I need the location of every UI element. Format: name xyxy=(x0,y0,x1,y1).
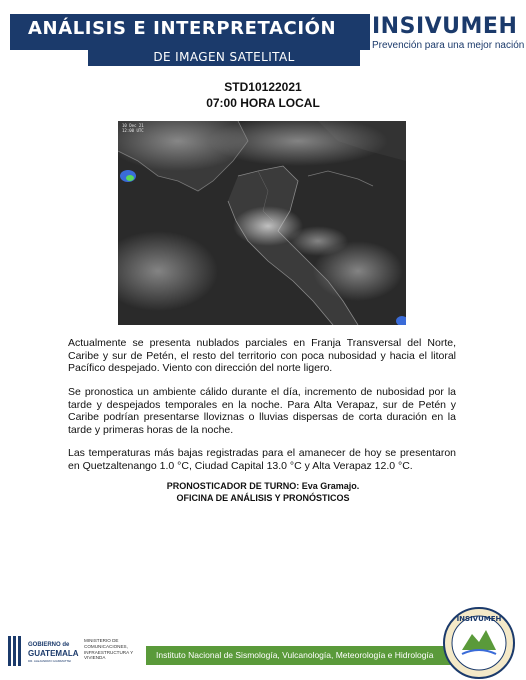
forecaster-on-duty: PRONOSTICADOR DE TURNO: Eva Gramajo. xyxy=(166,481,360,491)
document-code: STD10122021 xyxy=(224,80,302,94)
paragraph-temperatures: Las temperaturas más bajas registradas para el amanecer de hoy se presentaron en Quetzaltenango 1.0 °C, Ciudad Capital 13.0 °C y Alta Verapaz 12.0 °C. xyxy=(68,447,456,472)
office-name: OFICINA DE ANÁLISIS Y PRONÓSTICOS xyxy=(176,493,350,503)
report-subtitle: DE IMAGEN SATELITAL xyxy=(88,49,360,66)
brand-slogan: Prevención para una mejor nación xyxy=(372,40,525,51)
institute-bar xyxy=(146,646,452,665)
gov-country: GUATEMALA xyxy=(28,649,79,658)
insivumeh-logo-text: INSIVUMEH xyxy=(372,14,518,39)
seal-text: INSIVUMEH xyxy=(456,615,502,623)
seal-icon xyxy=(442,606,516,680)
satellite-image xyxy=(118,121,406,325)
paragraph-current-conditions: Actualmente se presenta nublados parciales en Franja Transversal del Norte, Caribe y sur de Petén, el resto del territorio con poca nubosidad y hacia el litoral Pacífico despejado. Viento con dirección del norte ligero. xyxy=(68,337,456,375)
satellite-time: 12:00 UTC xyxy=(122,128,144,133)
government-mark-icon xyxy=(8,636,22,666)
ministry-name: MINISTERIO DE COMUNICACIONES, INFRAESTRUCTURA Y VIVIENDA xyxy=(84,638,134,661)
report-title: ANÁLISIS E INTERPRETACIÓN xyxy=(28,18,337,39)
institute-name: Instituto Nacional de Sismología, Vulcanología, Meteorología e Hidrología xyxy=(156,650,434,660)
gov-label: GOBIERNO de xyxy=(28,642,70,648)
header-banner xyxy=(10,14,370,50)
satellite-date: 10 Dec 21 xyxy=(122,123,144,128)
paragraph-forecast: Se pronostica un ambiente cálido durante el día, incremento de nubosidad por la tarde y despejados temporales en la noche. Para Alta Verapaz, sur de Petén y Caribe podrían presentarse lloviznas o lluvias dispersas de corta duración en la tarde y primeras horas de la noche. xyxy=(68,386,456,436)
insivumeh-seal xyxy=(442,606,516,680)
satellite-map xyxy=(118,121,406,325)
document-time: 07:00 HORA LOCAL xyxy=(206,96,320,110)
satellite-caption xyxy=(122,123,144,133)
gov-president: DR. ALEJANDRO GIAMMATTEI xyxy=(28,659,72,663)
